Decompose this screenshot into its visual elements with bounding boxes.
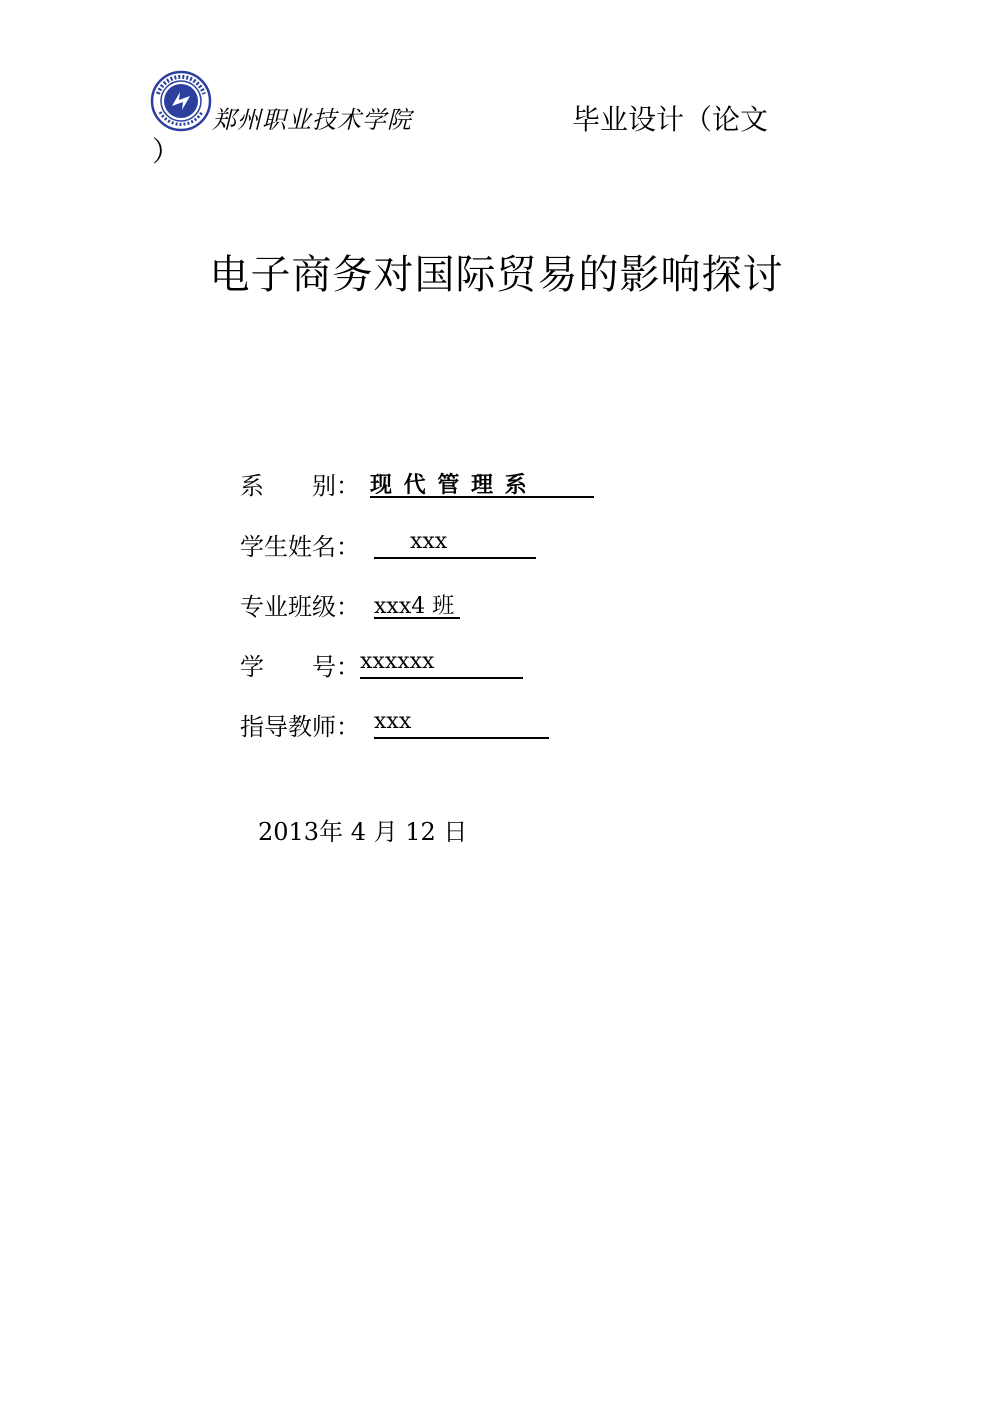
advisor-value: xxx: [374, 709, 549, 739]
thesis-label: 毕业设计（论文: [572, 103, 769, 136]
college-name: 郑州职业技术学院: [212, 106, 412, 134]
department-value: 现 代 管 理 系: [370, 468, 594, 498]
thesis-title: 电子商务对国际贸易的影响探讨: [209, 252, 784, 298]
college-emblem-svg: [150, 70, 212, 132]
major-class-value: xxx4 班: [374, 589, 460, 619]
thesis-label-close: ）: [152, 135, 181, 168]
department-label: 系 别：: [240, 472, 360, 500]
page-header: [150, 70, 850, 170]
student-name-value: xxx: [374, 529, 536, 559]
submission-date: 2013年 4 月 12 日: [258, 818, 468, 846]
college-emblem-icon: [150, 70, 212, 132]
student-id-label: 学 号：: [240, 653, 360, 681]
student-id-value: xxxxxx: [360, 649, 523, 679]
major-class-label: 专业班级：: [240, 593, 360, 621]
advisor-label: 指导教师：: [240, 713, 360, 741]
student-name-label: 学生姓名：: [240, 533, 360, 561]
